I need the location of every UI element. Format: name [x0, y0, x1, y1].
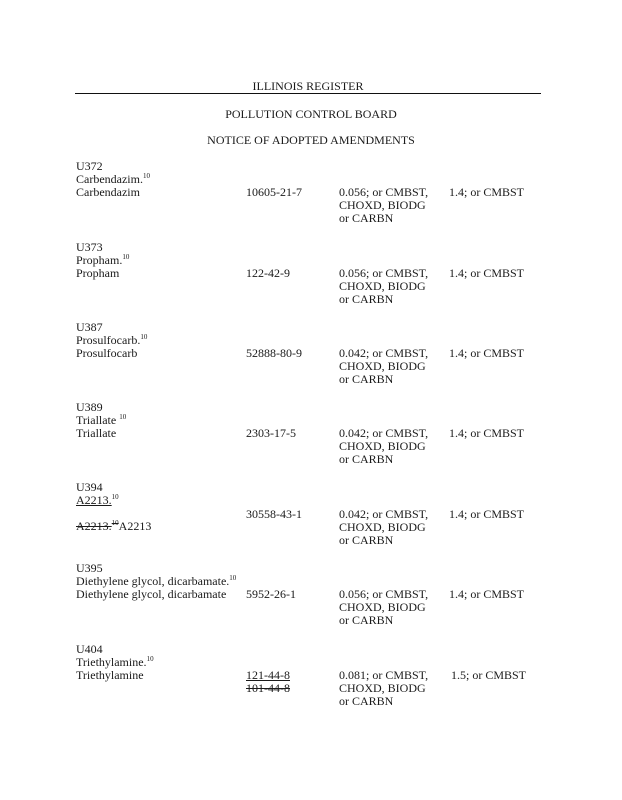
- nww-line-1: 0.081; or CMBST,: [339, 668, 429, 682]
- nww-line-1: 0.042; or CMBST,: [339, 346, 429, 360]
- name-text: A2213: [118, 519, 152, 533]
- nww-line-3: or CARBN: [339, 211, 394, 225]
- nww-line-3: or CARBN: [339, 694, 394, 708]
- waste-code: U404: [76, 642, 103, 656]
- nonwastewater-standard: [339, 508, 428, 547]
- nonwastewater-standard: [339, 669, 428, 708]
- wastewater-standard: 1.4; or CMBST: [449, 185, 525, 199]
- nonwastewater-standard: [339, 347, 428, 386]
- wastewater-standard: 1.4; or CMBST: [449, 266, 525, 280]
- nonwastewater-standard: [339, 186, 428, 225]
- wastewater-standard: 1.4; or CMBST: [449, 507, 525, 521]
- waste-entry-u395: [76, 562, 546, 642]
- waste-entry-u387: [76, 321, 546, 401]
- nww-line-2: CHOXD, BIODG: [339, 198, 426, 212]
- cas-number: 30558-43-1: [246, 507, 302, 521]
- nww-line-2: CHOXD, BIODG: [339, 600, 426, 614]
- register-title: ILLINOIS REGISTER: [252, 79, 364, 93]
- nww-line-2: CHOXD, BIODG: [339, 359, 426, 373]
- title-text: Diethylene glycol, dicarbamate.: [76, 574, 230, 588]
- waste-entry-u373: [76, 241, 546, 321]
- nww-line-1: 0.042; or CMBST,: [339, 426, 429, 440]
- cas-number-deleted: 101-44-8: [246, 681, 290, 695]
- cas-number: 5952-26-1: [246, 587, 296, 601]
- wastewater-standard: 1.4; or CMBST: [449, 346, 525, 360]
- cas-number-inserted: 121-44-8: [246, 668, 290, 682]
- waste-entry-u394: [76, 481, 546, 561]
- header-rule: [75, 93, 541, 94]
- wastewater-standard: 1.5; or CMBST: [451, 668, 527, 682]
- nww-line-3: or CARBN: [339, 452, 394, 466]
- footnote-ref: 10: [111, 493, 119, 501]
- constituent-name: [76, 520, 151, 533]
- title-text-inserted: A2213.: [76, 493, 112, 507]
- wastewater-standard: 1.4; or CMBST: [449, 587, 525, 601]
- cas-number: 10605-21-7: [246, 185, 302, 199]
- footnote-ref: 10: [146, 655, 154, 663]
- cas-number: 2303-17-5: [246, 426, 296, 440]
- constituent-name: Diethylene glycol, dicarbamate: [76, 587, 227, 601]
- constituent-name: Prosulfocarb: [76, 346, 138, 360]
- board-title: POLLUTION CONTROL BOARD: [225, 107, 397, 121]
- nww-line-3: or CARBN: [339, 292, 394, 306]
- nww-line-2: CHOXD, BIODG: [339, 439, 426, 453]
- waste-code: U394: [76, 480, 103, 494]
- waste-code: U389: [76, 400, 103, 414]
- waste-code: U395: [76, 561, 103, 575]
- footnote-ref: 10: [119, 413, 127, 421]
- notice-title: NOTICE OF ADOPTED AMENDMENTS: [207, 133, 415, 147]
- nonwastewater-standard: [339, 267, 428, 306]
- constituent-name: Triallate: [76, 426, 117, 440]
- title-text: Triallate: [76, 413, 117, 427]
- nww-line-3: or CARBN: [339, 372, 394, 386]
- footnote-ref: 10: [229, 574, 237, 582]
- footnote-ref: 10: [142, 172, 150, 180]
- nonwastewater-standard: [339, 427, 428, 466]
- nww-line-1: 0.056; or CMBST,: [339, 266, 429, 280]
- title-text: Carbendazim.: [76, 172, 143, 186]
- footnote-ref: 10: [122, 253, 130, 261]
- waste-code: U387: [76, 320, 103, 334]
- constituent-title: [76, 494, 119, 507]
- title-text: Propham.: [76, 253, 123, 267]
- deleted-name: A2213.: [76, 519, 112, 533]
- constituent-name: Carbendazim: [76, 185, 140, 199]
- waste-code: U372: [76, 159, 103, 173]
- wastewater-standard: 1.4; or CMBST: [449, 426, 525, 440]
- waste-entry-u404: [76, 643, 546, 723]
- deleted-footnote-ref: 10: [111, 519, 119, 527]
- title-text: Prosulfocarb.: [76, 333, 141, 347]
- nonwastewater-standard: [339, 588, 428, 627]
- cas-number: 122-42-9: [246, 266, 290, 280]
- waste-entry-u372: [76, 160, 546, 240]
- nww-line-2: CHOXD, BIODG: [339, 681, 426, 695]
- nww-line-1: 0.042; or CMBST,: [339, 507, 429, 521]
- waste-code: U373: [76, 240, 103, 254]
- footnote-ref: 10: [140, 333, 148, 341]
- nww-line-3: or CARBN: [339, 613, 394, 627]
- constituent-name: Propham: [76, 266, 120, 280]
- nww-line-3: or CARBN: [339, 533, 394, 547]
- nww-line-2: CHOXD, BIODG: [339, 279, 426, 293]
- title-text: Triethylamine.: [76, 655, 147, 669]
- nww-line-1: 0.056; or CMBST,: [339, 185, 429, 199]
- constituent-name: Triethylamine: [76, 668, 144, 682]
- waste-entry-u389: [76, 401, 546, 481]
- nww-line-1: 0.056; or CMBST,: [339, 587, 429, 601]
- nww-line-2: CHOXD, BIODG: [339, 520, 426, 534]
- cas-number: 52888-80-9: [246, 346, 302, 360]
